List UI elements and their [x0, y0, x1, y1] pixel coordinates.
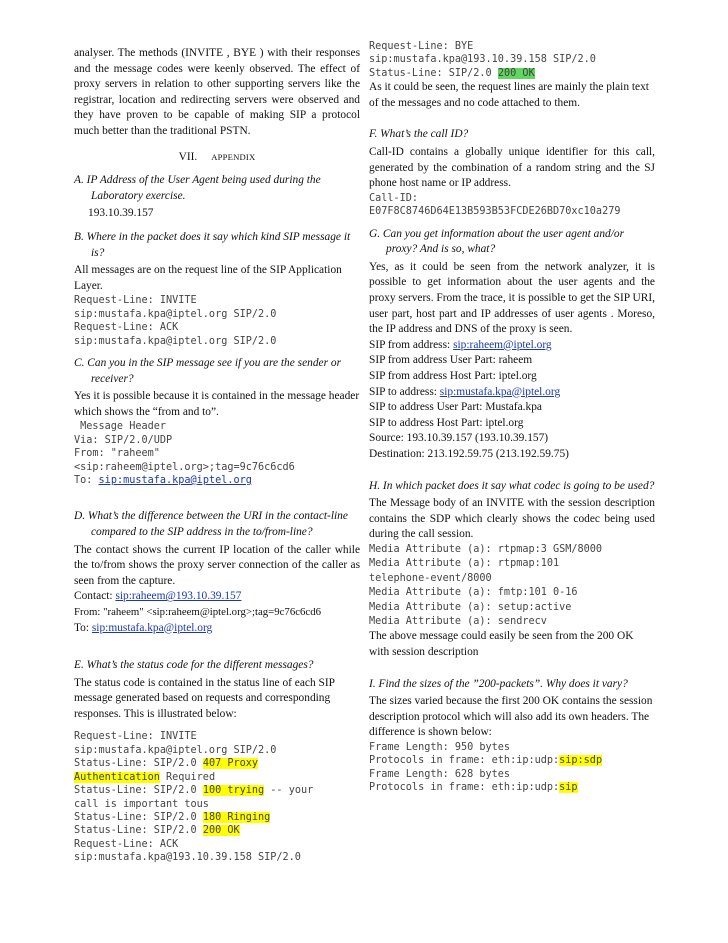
code-line: Request-Line: ACK — [74, 322, 179, 334]
source-line: Source: 193.10.39.157 (193.10.39.157) — [369, 432, 549, 445]
sip-to-prefix: SIP to address: — [369, 385, 440, 398]
d-text: The contact shows the current IP location of the caller while the to/from shows the proxy server connection of the caller as seen from the capture. — [74, 543, 360, 587]
heading-h: H. In which packet does it say what codec is going to be used? — [369, 479, 655, 492]
code-line — [74, 771, 360, 784]
code-line — [74, 784, 360, 797]
code-line — [74, 474, 360, 487]
code-line: Media Attribute (a): rtpmap:101 — [369, 558, 560, 570]
b-text: All messages are on the request line of the SIP Application Layer. — [74, 264, 342, 292]
code-line: sip:mustafa.kpa@iptel.org SIP/2.0 — [74, 744, 277, 756]
code-line: Request-Line: ACK — [74, 838, 179, 850]
code-line: sip:mustafa.kpa@iptel.org SIP/2.0 — [74, 308, 277, 320]
code-prefix: Protocols in frame: eth:ip:udp: — [369, 755, 560, 767]
status-code-highlight: Authentication — [74, 771, 160, 783]
code-line — [74, 757, 360, 770]
g-text: Yes, as it could be seen from the network analyzer, it is possible to get information about the user agents and the proxy servers. From the trace, it is possible to get the SIP URI, user part, host part and IP addresses of user agents . Moreso, the IP address and DNS of the proxy is seen. — [369, 260, 655, 336]
intro-paragraph: analyser. The methods (INVITE , BYE ) with their responses and the message codes were keenly observed. The effect of proxy servers in relation to other supporting servers like the registrar, location and redirecting servers were observed and they have proven to be capable of making SIP a protocol much better than the traditional PSTN. — [74, 47, 360, 137]
h-code-block — [369, 543, 655, 629]
code-prefix: Status-Line: SIP/2.0 — [74, 758, 203, 770]
e-text: The status code is contained in the status line of each SIP message generated based on requests and corresponding responses. This is illustrated below: — [74, 676, 335, 720]
code-line: E07F8C8746D64E13B593B53FCDE26BD70xc10a279 — [369, 206, 621, 218]
sip-to-line — [369, 385, 655, 401]
code-line — [369, 754, 655, 767]
code-line: telephone-event/8000 — [369, 572, 492, 584]
code-rest: Required — [159, 771, 216, 783]
code-prefix: Status-Line: SIP/2.0 — [74, 811, 203, 823]
code-rest: -- your — [264, 785, 314, 797]
heading-b: B. Where in the packet does it say which kind SIP message it is? — [74, 230, 351, 259]
b-code-block — [74, 294, 360, 348]
h-after-text: The above message could easily be seen from the 200 OK with session description — [369, 630, 634, 658]
section-heading — [74, 150, 360, 166]
status-code-highlight: 100 trying — [202, 785, 265, 797]
code-line: sip:mustafa.kpa@iptel.org SIP/2.0 — [74, 335, 277, 347]
contact-line — [74, 589, 360, 605]
sip-from-link[interactable]: sip:raheem@iptel.org — [453, 338, 552, 351]
sip-from-line — [369, 338, 655, 354]
code-prefix: Status-Line: SIP/2.0 — [369, 67, 498, 79]
code-line: Media Attribute (a): sendrecv — [369, 615, 547, 627]
code-line: Media Attribute (a): setup:active — [369, 601, 572, 613]
code-line: Request-Line: BYE — [369, 41, 474, 52]
status-code-highlight: 180 Ringing — [202, 811, 271, 823]
contact-prefix: Contact: — [74, 590, 116, 603]
heading-g: G. Can you get information about the user agent and/or proxy? And is so, what? — [369, 227, 625, 256]
code-line: Frame Length: 950 bytes — [369, 741, 511, 753]
code-line — [369, 781, 655, 794]
bye-code-block — [369, 40, 655, 80]
heading-a: A. IP Address of the User Agent being used during the Laboratory exercise. — [74, 174, 321, 202]
code-line — [74, 824, 360, 837]
code-line: From: "raheem" — [74, 448, 160, 460]
status-code-highlight: 200 OK — [497, 67, 535, 79]
sip-from-host: SIP from address Host Part: iptel.org — [369, 369, 537, 382]
section-title: APPENDIX — [211, 151, 256, 162]
protocol-highlight: sip:sdp — [559, 755, 603, 767]
f-text: Call-ID contains a globally unique identifier for this call, generated by the combination of a random string and the SJ phone host name or IP address. — [369, 146, 655, 190]
i-code-block — [369, 741, 655, 795]
sip-to-user: SIP to address User Part: Mustafa.kpa — [369, 401, 542, 414]
code-line: Call-ID: — [369, 192, 419, 204]
heading-e: E. What’s the status code for the different messages? — [74, 659, 314, 672]
user-agent-ip: 193.10.39.157 — [88, 207, 154, 220]
sip-from-prefix: SIP from address: — [369, 338, 454, 351]
status-code-highlight: 407 Proxy — [202, 758, 259, 770]
code-prefix: Protocols in frame: eth:ip:udp: — [369, 782, 560, 794]
heading-i: I. Find the sizes of the ”200-packets”. Why does it vary? — [369, 677, 628, 690]
code-line: sip:mustafa.kpa@193.10.39.158 SIP/2.0 — [369, 54, 596, 66]
sip-from-user: SIP from address User Part: raheem — [369, 354, 533, 367]
code-line: <sip:raheem@iptel.org>;tag=9c76c6cd6 — [74, 461, 295, 473]
code-line: call is important tous — [74, 798, 209, 810]
c-text: Yes it is possible because it is contained in the message header which shows the “from and to”. — [74, 390, 360, 418]
contact-sip-link[interactable]: sip:raheem@193.10.39.157 — [115, 590, 242, 603]
to-sip-link[interactable]: sip:mustafa.kpa@iptel.org — [91, 621, 213, 634]
heading-c: C. Can you in the SIP message see if you are the sender or receiver? — [74, 356, 342, 385]
code-line: Request-Line: INVITE — [74, 731, 197, 743]
to-prefix: To: — [74, 621, 92, 634]
code-line — [74, 811, 360, 824]
code-line: Via: SIP/2.0/UDP — [74, 434, 173, 446]
top-text: As it could be seen, the request lines are mainly the plain text of the messages and no code attached to them. — [369, 81, 649, 109]
heading-d: D. What’s the difference between the URI in the contact-line compared to the SIP address in the to/from-line? — [74, 510, 348, 538]
protocol-highlight: sip — [559, 782, 578, 794]
code-line: Media Attribute (a): fmtp:101 0-16 — [369, 587, 578, 599]
code-line: sip:mustafa.kpa@193.10.39.158 SIP/2.0 — [74, 852, 301, 864]
destination-line: Destination: 213.192.59.75 (213.192.59.75) — [369, 447, 569, 460]
code-line: Media Attribute (a): rtpmap:3 GSM/8000 — [369, 543, 603, 555]
h-text: The Message body of an INVITE with the session description contains the SDP which clearly shows the codec being used during the call session. — [369, 497, 655, 541]
heading-f: F. What’s the call ID? — [369, 128, 469, 141]
code-line: Frame Length: 628 bytes — [369, 768, 511, 780]
code-line: Request-Line: INVITE — [74, 295, 197, 307]
code-prefix: Status-Line: SIP/2.0 — [74, 785, 203, 797]
from-line: From: "raheem" <sip:raheem@iptel.org>;tag=9c76c6cd6 — [74, 605, 321, 618]
call-id-code — [369, 192, 655, 219]
i-text: The sizes varied because the first 200 OK contains the session description protocol which will also add its own headers. The difference is shown below: — [369, 695, 653, 739]
section-number: VII. — [178, 150, 198, 163]
code-line: Message Header — [74, 421, 167, 433]
c-code-block — [74, 420, 360, 487]
sip-to-link[interactable]: sip:mustafa.kpa@iptel.org — [439, 385, 561, 398]
to-line — [74, 621, 360, 637]
to-sip-link[interactable]: sip:mustafa.kpa@iptel.org — [98, 474, 252, 486]
status-code-highlight: 200 OK — [202, 825, 240, 837]
code-prefix: Status-Line: SIP/2.0 — [74, 825, 203, 837]
code-prefix: To: — [74, 474, 99, 486]
e-code-block — [74, 730, 360, 864]
sip-to-host: SIP to address Host Part: iptel.org — [369, 416, 524, 429]
left-column — [74, 46, 360, 865]
right-column — [369, 40, 655, 795]
code-line — [369, 67, 655, 80]
